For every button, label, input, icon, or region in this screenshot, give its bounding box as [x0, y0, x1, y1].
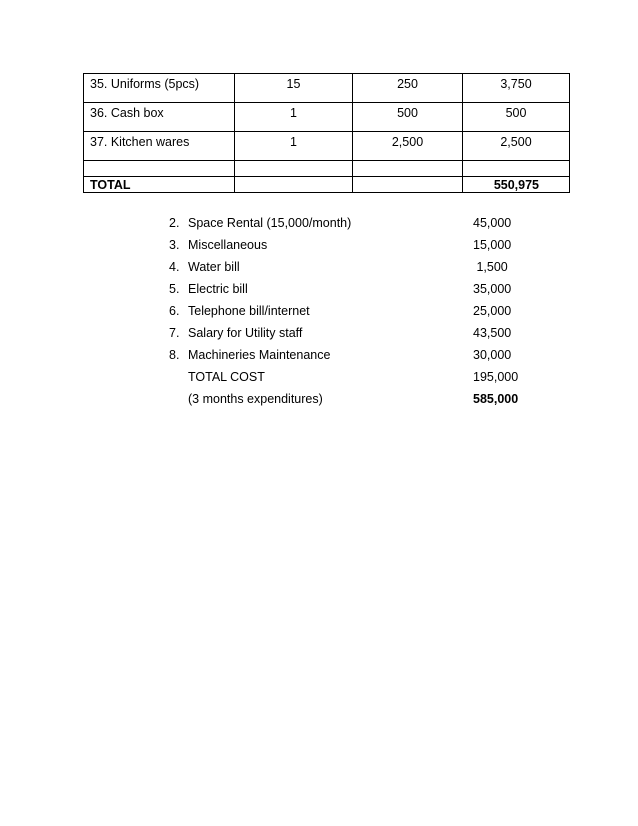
expense-label: Miscellaneous: [188, 238, 268, 252]
equipment-cost-table: [83, 73, 570, 193]
expense-label: Water bill: [188, 260, 240, 274]
table-row: [84, 103, 570, 132]
unit-price-cell: 250: [353, 74, 463, 103]
quantity-cell: 1: [235, 132, 353, 161]
expense-label: Electric bill: [188, 282, 248, 296]
expense-label: Machineries Maintenance: [188, 348, 331, 362]
expense-value: 30,000: [473, 348, 512, 362]
list-item: [160, 300, 540, 322]
total-cost-row: [160, 366, 540, 388]
item-number: 3.: [169, 238, 180, 252]
total-value: 550,975: [463, 177, 570, 193]
expense-value: 25,000: [473, 304, 512, 318]
expense-value: 1,500: [473, 260, 508, 274]
item-number: 6.: [169, 304, 180, 318]
item-number: 2.: [169, 216, 180, 230]
item-name-cell: 35. Uniforms (5pcs): [84, 74, 235, 103]
expense-value: 45,000: [473, 216, 512, 230]
quantity-cell: 15: [235, 74, 353, 103]
item-number: 5.: [169, 282, 180, 296]
empty-cell: [235, 177, 353, 193]
amount-cell: 3,750: [463, 74, 570, 103]
empty-cell: [463, 161, 570, 177]
empty-cell: [235, 161, 353, 177]
table-row: [84, 132, 570, 161]
amount-cell: 2,500: [463, 132, 570, 161]
empty-cell: [84, 161, 235, 177]
unit-price-cell: 500: [353, 103, 463, 132]
list-item: [160, 322, 540, 344]
list-item: [160, 278, 540, 300]
empty-cell: [353, 177, 463, 193]
total-cost-value: 195,000: [473, 370, 519, 384]
amount-cell: 500: [463, 103, 570, 132]
list-item: [160, 344, 540, 366]
expense-value: 43,500: [473, 326, 512, 340]
expense-label: Telephone bill/internet: [188, 304, 310, 318]
period-label: (3 months expenditures): [188, 392, 323, 406]
empty-cell: [353, 161, 463, 177]
item-number: 7.: [169, 326, 180, 340]
total-label: TOTAL: [84, 177, 235, 193]
item-name-cell: 37. Kitchen wares: [84, 132, 235, 161]
list-item: [160, 234, 540, 256]
table-row: [84, 74, 570, 103]
item-name-cell: 36. Cash box: [84, 103, 235, 132]
total-row: [84, 177, 570, 193]
blank-table-row: [84, 161, 570, 177]
quantity-cell: 1: [235, 103, 353, 132]
period-total-value: 585,000: [473, 392, 519, 406]
operating-expense-list: [160, 212, 540, 410]
expense-label: Space Rental (15,000/month): [188, 216, 352, 230]
expense-value: 35,000: [473, 282, 512, 296]
three-month-total-row: [160, 388, 540, 410]
unit-price-cell: 2,500: [353, 132, 463, 161]
item-number: 8.: [169, 348, 180, 362]
total-cost-label: TOTAL COST: [188, 370, 265, 384]
expense-label: Salary for Utility staff: [188, 326, 303, 340]
item-number: 4.: [169, 260, 180, 274]
list-item: [160, 256, 540, 278]
expense-value: 15,000: [473, 238, 512, 252]
list-item: [160, 212, 540, 234]
